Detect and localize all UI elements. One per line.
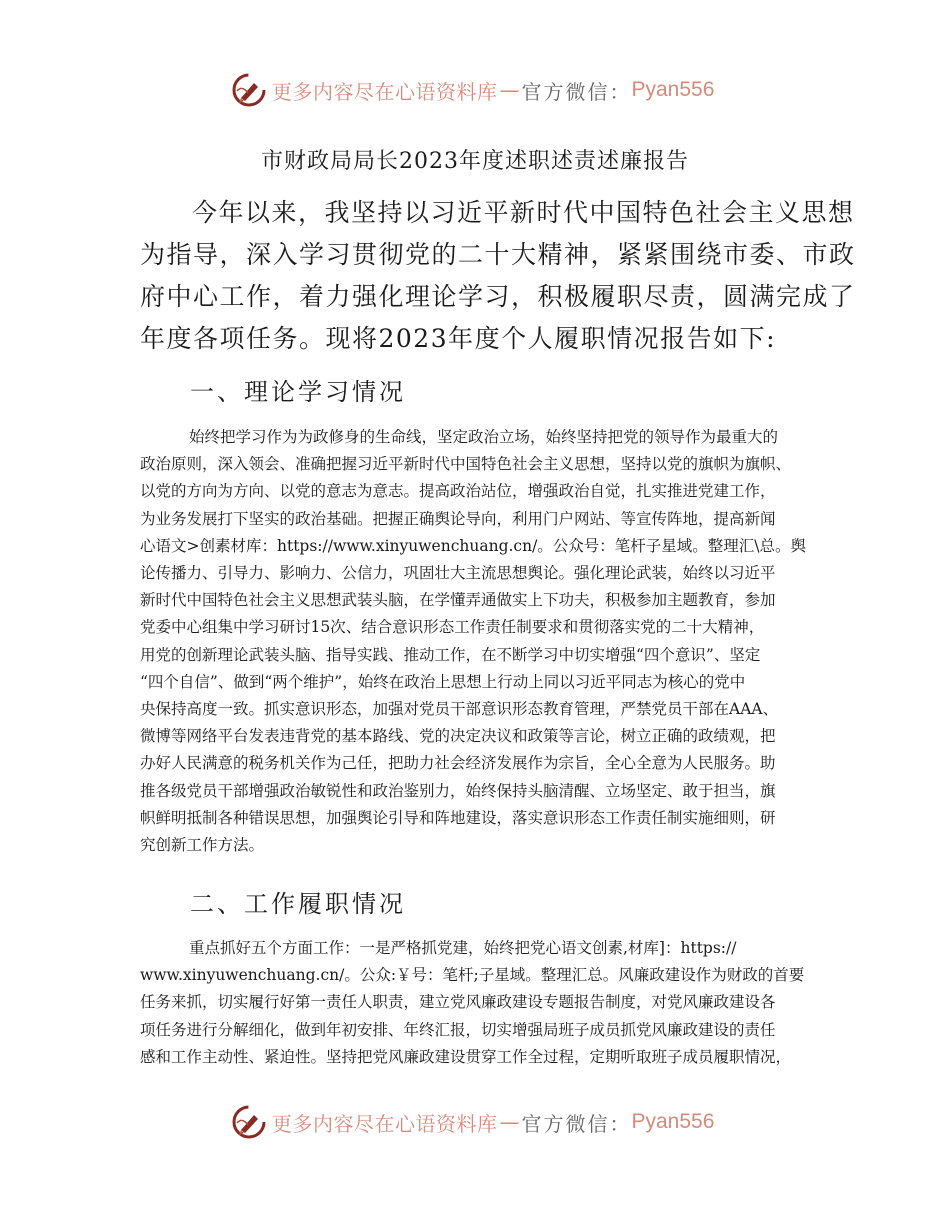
paragraph-line: 政治原则，深入领会、准确把握习近平新时代中国特色社会主义思想，坚持以党的旗帜为旗帜、 [140,455,792,474]
banner-main-text: 更多内容尽在心语资料库 [272,1111,498,1136]
pen-nib-logo-icon [232,1105,266,1139]
section-heading-theory-study: 一、理论学习情况 [190,378,406,406]
banner-wechat-id: Pyan556 [631,1110,715,1133]
document-title: 市财政局局长2023年度述职述责述廉报告 [261,149,689,174]
banner-wechat-id: Pyan556 [631,78,715,101]
paragraph-line: 任务来抓，切实履行好第一责任人职责，建立党风廉政建设专题报告制度，对党风廉政建设各 [140,993,776,1012]
paragraph-line: 论传播力、引导力、影响力、公信力，巩固壮大主流思想舆论。强化理论武装，始终以习近平 [140,564,776,583]
intro-line: 今年以来，我坚持以习近平新时代中国特色社会主义思想 [192,198,855,227]
paragraph-line: 央保持高度一致。抓实意识形态，加强对党员干部意识形态教育管理，严禁党员干部在AAA、 [140,700,779,719]
paragraph-line: 新时代中国特色社会主义思想武装头脑，在学懂弄通做实上下功夫，积极参加主题教育，参加 [140,591,776,610]
paragraph-line: 心语文>创素材库：https://www.xinyuwenchuang.cn/。公众号：笔杆子星域。整理汇\总。舆 [140,536,807,555]
banner-main-text: 更多内容尽在心语资料库 [272,79,498,104]
paragraph-line: 重点抓好五个方面工作：一是严格抓党建，始终把党心语文创素,材库]：https:// [189,939,737,957]
pen-nib-logo-icon [232,73,266,107]
paragraph-line: “四个自信”、做到“两个维护”，始终在政治上思想上行动上同以习近平同志为核心的党中 [140,672,746,691]
paragraph-line: 感和工作主动性、紧迫性。坚持把党风廉政建设贯穿工作全过程，定期听取班子成员履职情况， [140,1047,792,1066]
header-banner [232,70,715,110]
banner-dash: — [499,78,520,102]
intro-line: 为指导，深入学习贯彻党的二十大精神，紧紧围绕市委、市政 [140,240,856,269]
paragraph-line: 究创新工作方法。 [140,836,265,855]
banner-wechat-label: 官方微信： [521,1111,632,1136]
intro-line: 府中心工作，着力强化理论学习，积极履职尽责，圆满完成了 [140,282,856,311]
paragraph-line: www.xinyuwenchuang.cn/。公众:￥号：笔杆;子星域。整理汇总。风廉政建设作为财政的首要 [140,966,805,985]
paragraph-line: 项任务进行分解细化，做到年初安排、年终汇报，切实增强局班子成员抓党风廉政建设的责任 [140,1020,776,1039]
section-paragraph-theory-study [140,424,830,859]
paragraph-line: 帜鲜明抵制各种错误思想，加强舆论引导和阵地建设，落实意识形态工作责任制实施细则，研 [140,808,776,827]
section-paragraph-duty-performance [140,935,830,1071]
paragraph-line: 办好人民满意的税务机关作为己任，把助力社会经济发展作为宗旨，全心全意为人民服务。助 [140,754,776,773]
section-heading-duty-performance: 二、工作履职情况 [190,890,406,918]
paragraph-line: 以党的方向为方向、以党的意志为意志。提高政治站位，增强政治自觉，扎实推进党建工作， [140,482,776,501]
banner-dash: — [499,1110,520,1134]
paragraph-line: 微博等网络平台发表违背党的基本路线、党的决定决议和政策等言论，树立正确的政绩观，把 [140,727,776,746]
intro-line: 年度各项任务。现将2023年度个人履职情况报告如下: [140,324,777,353]
paragraph-line: 用党的创新理论武装头脑、指导实践、推动工作，在不断学习中切实增强“四个意识”、坚定 [140,645,761,664]
banner-wechat-label: 官方微信： [521,79,632,104]
paragraph-line: 为业务发展打下坚实的政治基础。把握正确舆论导向，利用门户网站、等宣传阵地，提高新闻 [140,509,776,528]
paragraph-line: 始终把学习作为为政修身的生命线，坚定政治立场，始终坚持把党的领导作为最重大的 [189,428,779,446]
paragraph-line: 党委中心组集中学习研讨15次、结合意识形态工作责任制要求和贯彻落实党的二十大精神， [140,618,765,637]
footer-banner [232,1102,715,1142]
paragraph-line: 推各级党员干部增强政治敏锐性和政治鉴别力，始终保持头脑清醒、立场坚定、敢于担当，旗 [140,781,776,800]
intro-paragraph [140,192,856,360]
